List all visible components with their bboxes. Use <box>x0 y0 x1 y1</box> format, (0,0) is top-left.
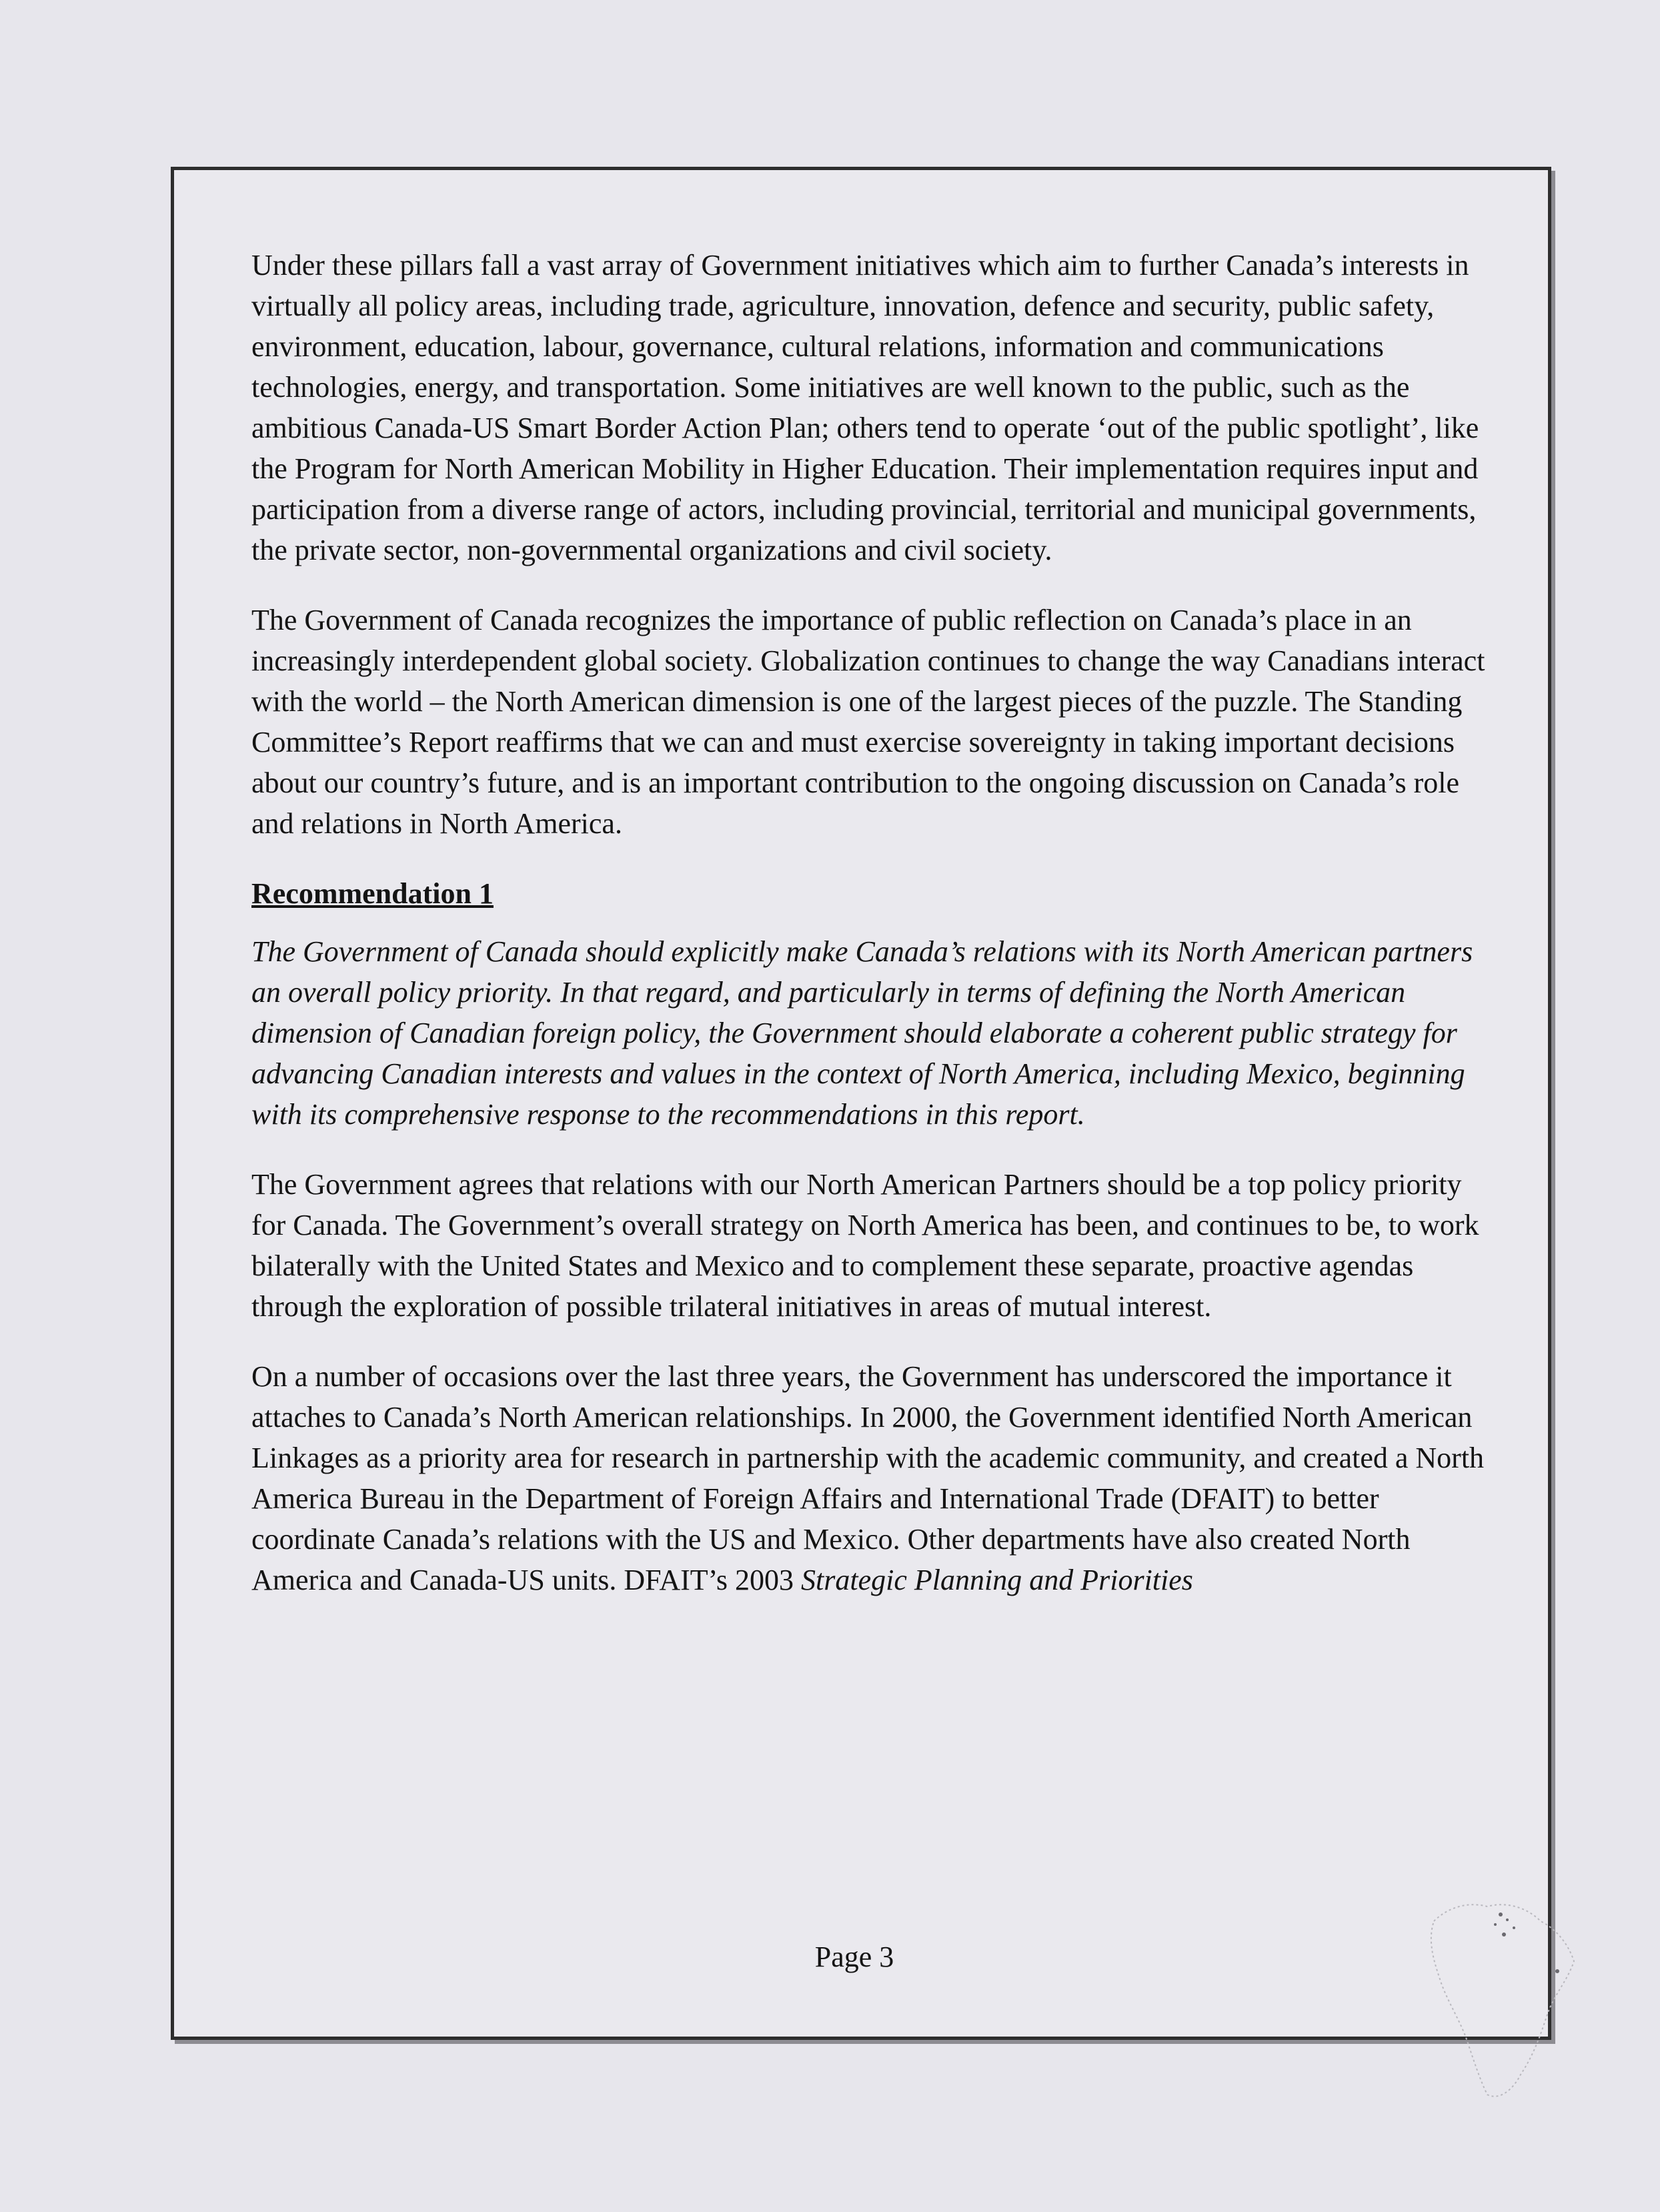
page-frame <box>171 167 1551 2040</box>
paragraph-occasions-text: On a number of occasions over the last three years, the Government has underscored the importance it attaches to Canada’s North American relationships. In 2000, the Government identified North American Linkages as a priority area for research in partnership with the academic community, and created a North America Bureau in the Department of Foreign Affairs and International Trade (DFAIT) to better coordinate Canada’s relations with the US and Mexico. Other departments have also created North America and Canada-US units. DFAIT’s 2003 <box>251 1360 1485 1596</box>
paragraph-government-agrees: The Government agrees that relations with our North American Partners should be a top policy priority for Canada. The Government’s overall strategy on North America has been, and continues to be, to work bilaterally with the United States and Mexico and to complement these separate, proactive agendas through the exploration of possible trilateral initiatives in areas of mutual interest. <box>251 1168 1479 1323</box>
paragraph-occasions-italic: Strategic Planning and Priorities <box>801 1564 1193 1596</box>
paragraph-public-reflection: The Government of Canada recognizes the importance of public reflection on Canada’s place in an increasingly interdependent global society. Globalization continues to change the way Canadians interact with the world – the North American dimension is one of the largest pieces of the puzzle. The Standing Committee’s Report reaffirms that we can and must exercise sovereignty in taking important decisions about our country’s future, and is an important contribution to the ongoing discussion on Canada’s role and relations in North America. <box>251 604 1485 840</box>
recommendation-heading: Recommendation 1 <box>251 877 494 910</box>
paragraph-pillars: Under these pillars fall a vast array of Government initiatives which aim to further Canada’s interests in virtually all policy areas, including trade, agriculture, innovation, defence and security, public safety, environment, education, labour, governance, cultural relations, information and communications technologies, energy, and transportation. Some initiatives are well known to the public, such as the ambitious Canada-US Smart Border Action Plan; others tend to operate ‘out of the public spotlight’, like the Program for North American Mobility in Higher Education. Their implementation requires input and participation from a diverse range of actors, including provincial, territorial and municipal governments, the private sector, non-governmental organizations and civil society. <box>251 249 1479 566</box>
document-body <box>251 245 1485 1630</box>
recommendation-text: The Government of Canada should explicitly make Canada’s relations with its North American partners an overall policy priority. In that regard, and particularly in terms of defining the North American dimension of Canadian foreign policy, the Government should elaborate a coherent public strategy for advancing Canadian interests and values in the context of North America, including Mexico, beginning with its comprehensive response to the recommendations in this report. <box>251 935 1473 1131</box>
paragraph-occasions <box>251 1356 1485 1600</box>
page-number: Page 3 <box>814 1941 894 1973</box>
north-america-map-icon <box>1421 1888 1594 2108</box>
